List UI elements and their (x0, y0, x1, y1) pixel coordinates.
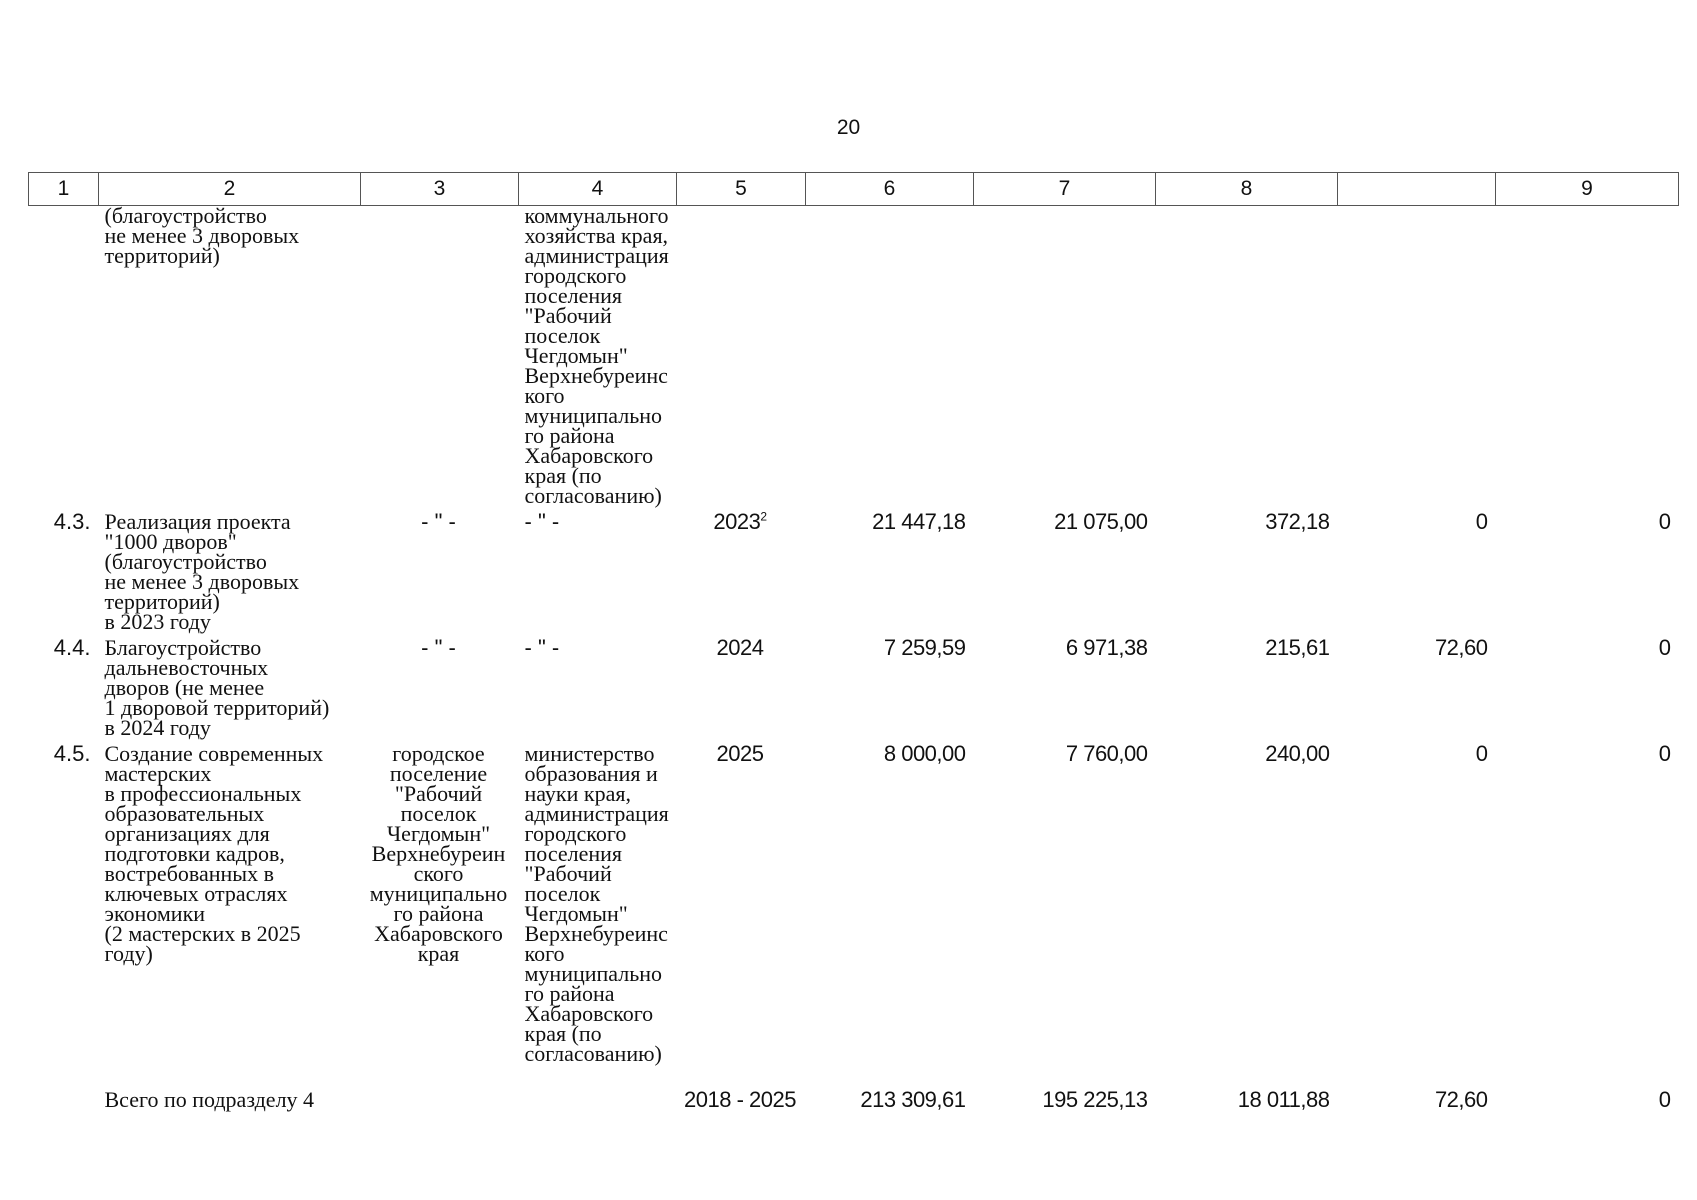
total-label: Всего по подразделу 4 (104, 1087, 315, 1112)
executor: - " - (524, 509, 560, 534)
executor: - " - (524, 635, 560, 660)
table-header-row (29, 173, 1679, 206)
period (677, 206, 806, 513)
total-amount: 7 259,59 (883, 635, 966, 660)
total-row-index (29, 1070, 99, 1116)
amount-col-7 (974, 206, 1156, 513)
participant (361, 206, 519, 513)
activity-name: (благоустройство не менее 3 дворовых территорий) (104, 203, 300, 268)
row-index: 4.4. (53, 635, 91, 660)
total-amount-col-blank: 72,60 (1434, 1087, 1488, 1112)
activity-name: Реализация проекта "1000 дворов" (благоустройство не менее 3 дворовых территорий) в 2023 году (104, 509, 300, 634)
total-row (29, 1070, 1679, 1116)
amount-col-blank: 0 (1475, 741, 1488, 766)
amount-col-8: 215,61 (1265, 635, 1330, 660)
page-number: 20 (836, 116, 861, 139)
col-header-9: 9 (1496, 173, 1679, 206)
row-index: 4.5. (53, 741, 91, 766)
period: 2024 (716, 635, 764, 660)
period: 2025 (716, 741, 764, 766)
total-period: 2018 - 2025 (684, 1087, 796, 1112)
total-amount: 8 000,00 (883, 741, 966, 766)
table-row (29, 512, 1679, 638)
participant: - " - (421, 635, 456, 660)
executor: министерство образования и науки края, администрация городского поселения "Рабочий поселок Чегдомын" Верхнебуреинс кого муниципально го района Хабаровского края (по согласованию) (524, 741, 669, 1066)
total-amount: 213 309,61 (860, 1087, 966, 1112)
row-index (29, 206, 99, 513)
total-amount (806, 206, 974, 513)
amount-col-9: 0 (1658, 509, 1671, 534)
col-header-blank (1338, 173, 1496, 206)
col-header-7: 7 (974, 173, 1156, 206)
total-amount-col-9: 0 (1658, 1087, 1671, 1112)
amount-col-7: 6 971,38 (1065, 635, 1148, 660)
activity-name: Создание современных мастерских в профессиональных образовательных организациях для подготовки кадров, востребованных в ключевых отраслях экономики (2 мастерских в 2025 году) (104, 741, 324, 966)
amount-col-8: 240,00 (1265, 741, 1330, 766)
col-header-6: 6 (806, 173, 974, 206)
table-row (29, 206, 1679, 513)
col-header-1: 1 (29, 173, 99, 206)
participant: - " - (421, 509, 456, 534)
col-header-4: 4 (519, 173, 677, 206)
participant: городское поселение "Рабочий поселок Чегдомын" Верхнебуреин ского муниципально го района Хабаровского края (369, 741, 508, 966)
amount-col-9 (1496, 206, 1679, 513)
table-row (29, 638, 1679, 744)
col-header-3: 3 (361, 173, 519, 206)
executor: коммунального хозяйства края, администрация городского поселения "Рабочий поселок Чегдомын" Верхнебуреинс кого муниципально го района Хабаровского края (по согласованию) (524, 203, 669, 508)
activity-name: Благоустройство дальневосточных дворов (не менее 1 дворовой территорий) в 2024 году (104, 635, 330, 740)
amount-col-8: 372,18 (1265, 509, 1330, 534)
amount-col-9: 0 (1658, 635, 1671, 660)
col-header-5: 5 (677, 173, 806, 206)
amount-col-blank: 0 (1475, 509, 1488, 534)
amount-col-7: 7 760,00 (1065, 741, 1148, 766)
row-index: 4.3. (53, 509, 91, 534)
total-amount-col-8: 18 011,88 (1237, 1087, 1330, 1112)
amount-col-8 (1156, 206, 1338, 513)
col-header-2: 2 (99, 173, 361, 206)
budget-table (28, 172, 1679, 1116)
period: 2023$^2$ (713, 509, 767, 534)
table-row (29, 744, 1679, 1070)
amount-col-blank: 72,60 (1434, 635, 1488, 660)
amount-col-9: 0 (1658, 741, 1671, 766)
total-amount-col-7: 195 225,13 (1042, 1087, 1148, 1112)
total-amount: 21 447,18 (872, 509, 966, 534)
col-header-8: 8 (1156, 173, 1338, 206)
amount-col-7: 21 075,00 (1054, 509, 1148, 534)
amount-col-blank (1338, 206, 1496, 513)
